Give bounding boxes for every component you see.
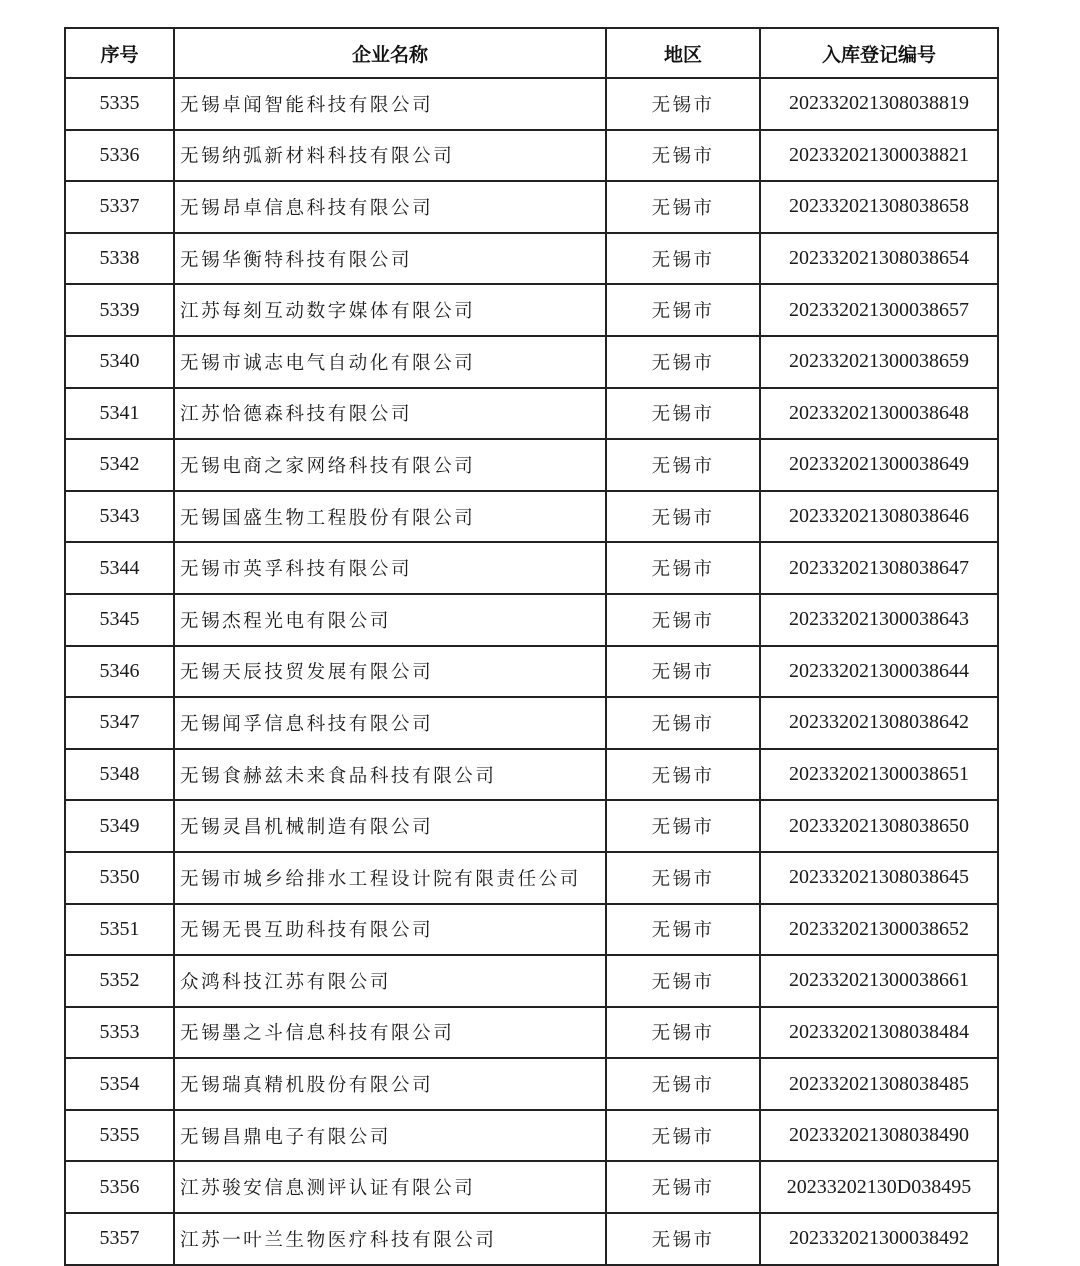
cell-seq: 5352 [65,955,174,1007]
cell-registration-code: 202332021308038819 [760,78,998,130]
cell-region: 无锡市 [606,233,760,285]
cell-company-name: 无锡昂卓信息科技有限公司 [174,181,606,233]
cell-registration-code: 202332021300038648 [760,388,998,440]
cell-region: 无锡市 [606,955,760,1007]
table-row [65,646,998,698]
cell-company-name: 无锡天辰技贸发展有限公司 [174,646,606,698]
header-seq: 序号 [65,28,174,78]
cell-company-name: 无锡市城乡给排水工程设计院有限责任公司 [174,852,606,904]
cell-seq: 5348 [65,749,174,801]
cell-region: 无锡市 [606,852,760,904]
cell-registration-code: 202332021300038649 [760,439,998,491]
table-row [65,1110,998,1162]
table-row [65,181,998,233]
cell-seq: 5351 [65,904,174,956]
cell-registration-code: 202332021308038647 [760,542,998,594]
cell-registration-code: 202332021308038645 [760,852,998,904]
cell-company-name: 无锡墨之斗信息科技有限公司 [174,1007,606,1059]
cell-region: 无锡市 [606,181,760,233]
cell-registration-code: 202332021300038644 [760,646,998,698]
cell-seq: 5350 [65,852,174,904]
cell-region: 无锡市 [606,904,760,956]
cell-region: 无锡市 [606,1213,760,1265]
cell-company-name: 无锡闻孚信息科技有限公司 [174,697,606,749]
cell-registration-code: 202332021300038651 [760,749,998,801]
cell-region: 无锡市 [606,749,760,801]
cell-region: 无锡市 [606,1058,760,1110]
table-row [65,439,998,491]
cell-region: 无锡市 [606,594,760,646]
cell-registration-code: 202332021300038492 [760,1213,998,1265]
cell-seq: 5336 [65,130,174,182]
cell-seq: 5353 [65,1007,174,1059]
cell-seq: 5338 [65,233,174,285]
table-header [65,28,998,78]
cell-registration-code: 202332021300038821 [760,130,998,182]
cell-company-name: 江苏骏安信息测评认证有限公司 [174,1161,606,1213]
cell-registration-code: 202332021308038484 [760,1007,998,1059]
cell-seq: 5343 [65,491,174,543]
cell-region: 无锡市 [606,1007,760,1059]
table-row [65,336,998,388]
cell-registration-code: 202332021300038643 [760,594,998,646]
table-row [65,749,998,801]
cell-seq: 5357 [65,1213,174,1265]
cell-seq: 5345 [65,594,174,646]
cell-registration-code: 202332021308038490 [760,1110,998,1162]
cell-seq: 5337 [65,181,174,233]
cell-company-name: 无锡国盛生物工程股份有限公司 [174,491,606,543]
cell-company-name: 无锡纳弧新材料科技有限公司 [174,130,606,182]
cell-region: 无锡市 [606,336,760,388]
cell-seq: 5355 [65,1110,174,1162]
cell-company-name: 无锡市诚志电气自动化有限公司 [174,336,606,388]
table-body [65,78,998,1265]
cell-seq: 5342 [65,439,174,491]
cell-company-name: 江苏一叶兰生物医疗科技有限公司 [174,1213,606,1265]
cell-company-name: 无锡无畏互助科技有限公司 [174,904,606,956]
cell-company-name: 无锡杰程光电有限公司 [174,594,606,646]
cell-registration-code: 202332021308038654 [760,233,998,285]
table-row [65,697,998,749]
cell-seq: 5346 [65,646,174,698]
cell-region: 无锡市 [606,697,760,749]
table-row [65,852,998,904]
cell-seq: 5339 [65,284,174,336]
cell-company-name: 无锡电商之家网络科技有限公司 [174,439,606,491]
table-row [65,904,998,956]
cell-registration-code: 202332021308038646 [760,491,998,543]
cell-seq: 5344 [65,542,174,594]
cell-registration-code: 20233202130D038495 [760,1161,998,1213]
cell-registration-code: 202332021300038657 [760,284,998,336]
table-row [65,955,998,1007]
cell-company-name: 无锡食赫兹未来食品科技有限公司 [174,749,606,801]
table-row [65,594,998,646]
cell-region: 无锡市 [606,542,760,594]
cell-seq: 5349 [65,800,174,852]
cell-region: 无锡市 [606,388,760,440]
cell-seq: 5335 [65,78,174,130]
cell-region: 无锡市 [606,1110,760,1162]
cell-region: 无锡市 [606,284,760,336]
cell-company-name: 众鸿科技江苏有限公司 [174,955,606,1007]
table-row [65,284,998,336]
cell-seq: 5354 [65,1058,174,1110]
header-region: 地区 [606,28,760,78]
cell-seq: 5340 [65,336,174,388]
cell-company-name: 江苏恰德森科技有限公司 [174,388,606,440]
enterprise-table-container [64,27,997,1266]
table-row [65,388,998,440]
cell-region: 无锡市 [606,646,760,698]
cell-company-name: 无锡市英孚科技有限公司 [174,542,606,594]
cell-region: 无锡市 [606,130,760,182]
cell-company-name: 无锡瑞真精机股份有限公司 [174,1058,606,1110]
cell-company-name: 无锡昌鼎电子有限公司 [174,1110,606,1162]
header-registration-code: 入库登记编号 [760,28,998,78]
table-row [65,1007,998,1059]
table-row [65,491,998,543]
cell-region: 无锡市 [606,1161,760,1213]
cell-seq: 5347 [65,697,174,749]
table-row [65,1161,998,1213]
cell-company-name: 江苏每刻互动数字媒体有限公司 [174,284,606,336]
table-row [65,542,998,594]
header-row [65,28,998,78]
header-company-name: 企业名称 [174,28,606,78]
cell-registration-code: 202332021300038659 [760,336,998,388]
cell-company-name: 无锡华衡特科技有限公司 [174,233,606,285]
table-row [65,800,998,852]
cell-registration-code: 202332021308038485 [760,1058,998,1110]
cell-registration-code: 202332021300038661 [760,955,998,1007]
table-row [65,130,998,182]
cell-registration-code: 202332021308038642 [760,697,998,749]
cell-registration-code: 202332021308038650 [760,800,998,852]
table-row [65,1058,998,1110]
cell-region: 无锡市 [606,439,760,491]
enterprise-registry-table [64,27,999,1266]
cell-registration-code: 202332021308038658 [760,181,998,233]
cell-region: 无锡市 [606,491,760,543]
cell-region: 无锡市 [606,800,760,852]
cell-registration-code: 202332021300038652 [760,904,998,956]
table-row [65,1213,998,1265]
cell-seq: 5341 [65,388,174,440]
table-row [65,78,998,130]
table-row [65,233,998,285]
cell-seq: 5356 [65,1161,174,1213]
cell-company-name: 无锡灵昌机械制造有限公司 [174,800,606,852]
cell-region: 无锡市 [606,78,760,130]
cell-company-name: 无锡卓闻智能科技有限公司 [174,78,606,130]
